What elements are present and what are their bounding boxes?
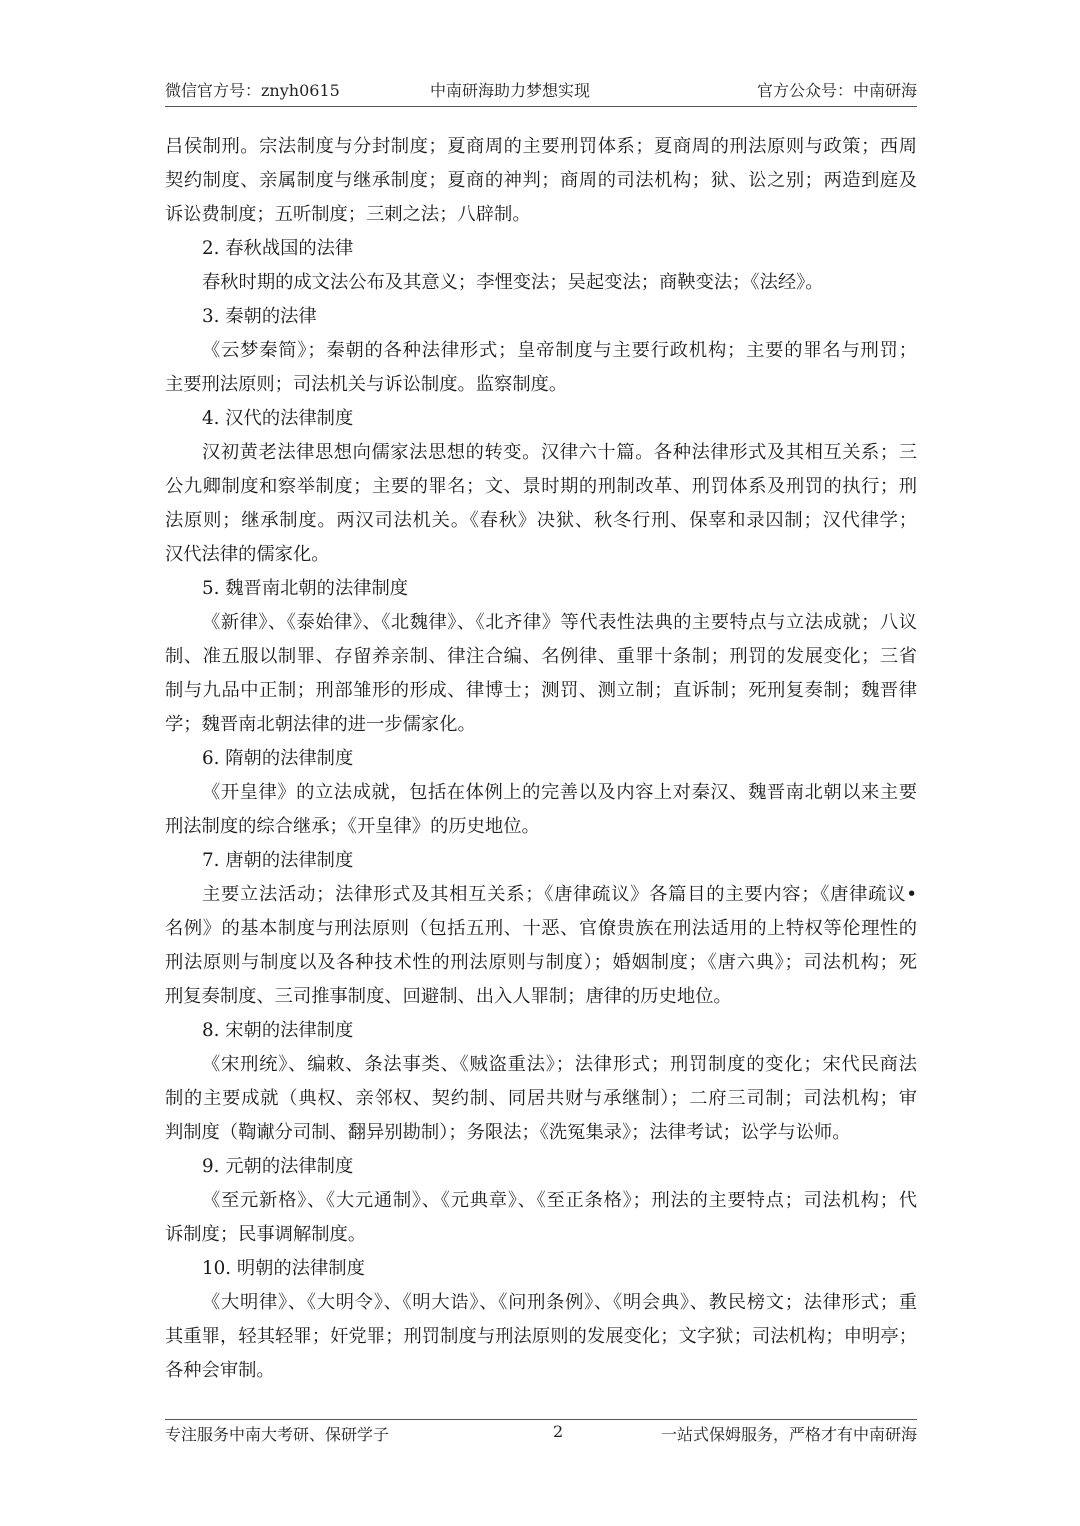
page-footer xyxy=(165,1422,917,1446)
text-line: 刑法原则与制度以及各种技术性的刑法原则与制度）；婚姻制度；《唐六典》；司法机构；死 xyxy=(165,952,917,973)
section-heading: 2. 春秋战国的法律 xyxy=(202,238,354,259)
text-line: 吕侯制刑。宗法制度与分封制度；夏商周的主要刑罚体系；夏商周的刑法原则与政策；西周 xyxy=(165,136,917,157)
section-heading: 9. 元朝的法律制度 xyxy=(202,1156,354,1177)
section-heading: 5. 魏晋南北朝的法律制度 xyxy=(202,578,409,599)
text-line: 《云梦秦简》；秦朝的各种法律形式；皇帝制度与主要行政机构；主要的罪名与刑罚； xyxy=(202,340,917,361)
text-line: 主要立法活动；法律形式及其相互关系；《唐律疏议》各篇目的主要内容；《唐律疏议• xyxy=(202,884,917,905)
section-heading: 4. 汉代的法律制度 xyxy=(202,408,354,429)
text-line: 《宋刑统》、编敕、条法事类、《贼盗重法》；法律形式；刑罚制度的变化；宋代民商法 xyxy=(202,1054,917,1075)
text-line: 汉初黄老法律思想向儒家法思想的转变。汉律六十篇。各种法律形式及其相互关系；三 xyxy=(202,442,917,463)
footer-left-slogan: 专注服务中南大考研、保研学子 xyxy=(165,1425,390,1444)
page-number: 2 xyxy=(553,1422,564,1441)
header-slogan: 中南研海助力梦想实现 xyxy=(430,81,591,100)
text-line: 诉讼费制度；五听制度；三刺之法；八辟制。 xyxy=(165,204,531,225)
text-line: 公九卿制度和察举制度；主要的罪名；文、景时期的刑制改革、刑罚体系及刑罚的执行；刑 xyxy=(165,476,917,497)
header-wechat-id: 微信官方号：znyh0615 xyxy=(165,81,340,100)
text-line: 制的主要成就（典权、亲邻权、契约制、同居共财与承继制）；二府三司制；司法机构；审 xyxy=(165,1088,917,1109)
text-line: 契约制度、亲属制度与继承制度；夏商的神判；商周的司法机构；狱、讼之别；两造到庭及 xyxy=(165,170,917,191)
footer-right-slogan: 一站式保姆服务，严格才有中南研海 xyxy=(660,1425,917,1444)
text-line: 《至元新格》、《大元通制》、《元典章》、《至正条格》；刑法的主要特点；司法机构；代 xyxy=(202,1190,917,1211)
text-line: 诉制度；民事调解制度。 xyxy=(165,1224,367,1245)
text-line: 名例》的基本制度与刑法原则（包括五刑、十恶、官僚贵族在刑法适用的上特权等伦理性的 xyxy=(165,918,917,939)
text-line: 其重罪，轻其轻罪；奸党罪；刑罚制度与刑法原则的发展变化；文字狱；司法机构；申明亭； xyxy=(165,1326,917,1347)
section-heading: 10. 明朝的法律制度 xyxy=(202,1258,365,1279)
header-official-account: 官方公众号：中南研海 xyxy=(756,81,917,100)
document-body xyxy=(165,130,917,1388)
section-heading: 8. 宋朝的法律制度 xyxy=(202,1020,354,1041)
text-line: 主要刑法原则；司法机关与诉讼制度。监察制度。 xyxy=(165,374,568,395)
footer-rule xyxy=(165,1419,917,1420)
text-line: 刑法制度的综合继承；《开皇律》的历史地位。 xyxy=(165,816,540,837)
text-line: 学；魏晋南北朝法律的进一步儒家化。 xyxy=(165,714,476,735)
text-line: 春秋时期的成文法公布及其意义；李悝变法；吴起变法；商鞅变法；《法经》。 xyxy=(202,272,824,293)
section-heading: 6. 隋朝的法律制度 xyxy=(202,748,354,769)
header-rule xyxy=(165,106,917,107)
text-line: 制、准五服以制罪、存留养亲制、律注合编、名例律、重罪十条制；刑罚的发展变化；三省 xyxy=(165,646,917,667)
section-heading: 7. 唐朝的法律制度 xyxy=(202,850,354,871)
text-line: 制与九品中正制；刑部雏形的形成、律博士；测罚、测立制；直诉制；死刑复奏制；魏晋律 xyxy=(165,680,917,701)
text-line: 《开皇律》的立法成就，包括在体例上的完善以及内容上对秦汉、魏晋南北朝以来主要 xyxy=(202,782,917,803)
text-line: 汉代法律的儒家化。 xyxy=(165,544,330,565)
text-line: 判制度（鞫谳分司制、翻异别勘制）；务限法；《洗冤集录》；法律考试；讼学与讼师。 xyxy=(165,1122,851,1143)
text-line: 刑复奏制度、三司推事制度、回避制、出入人罪制；唐律的历史地位。 xyxy=(165,986,732,1007)
text-line: 《新律》、《泰始律》、《北魏律》、《北齐律》等代表性法典的主要特点与立法成就；八议 xyxy=(202,612,917,633)
section-heading: 3. 秦朝的法律 xyxy=(202,306,317,327)
text-line: 法原则；继承制度。两汉司法机关。《春秋》决狱、秋冬行刑、保辜和录囚制；汉代律学； xyxy=(165,510,917,531)
page-header xyxy=(165,78,917,102)
text-line: 《大明律》、《大明令》、《明大诰》、《问刑条例》、《明会典》、教民榜文；法律形式；重 xyxy=(202,1292,917,1313)
text-line: 各种会审制。 xyxy=(165,1360,275,1381)
